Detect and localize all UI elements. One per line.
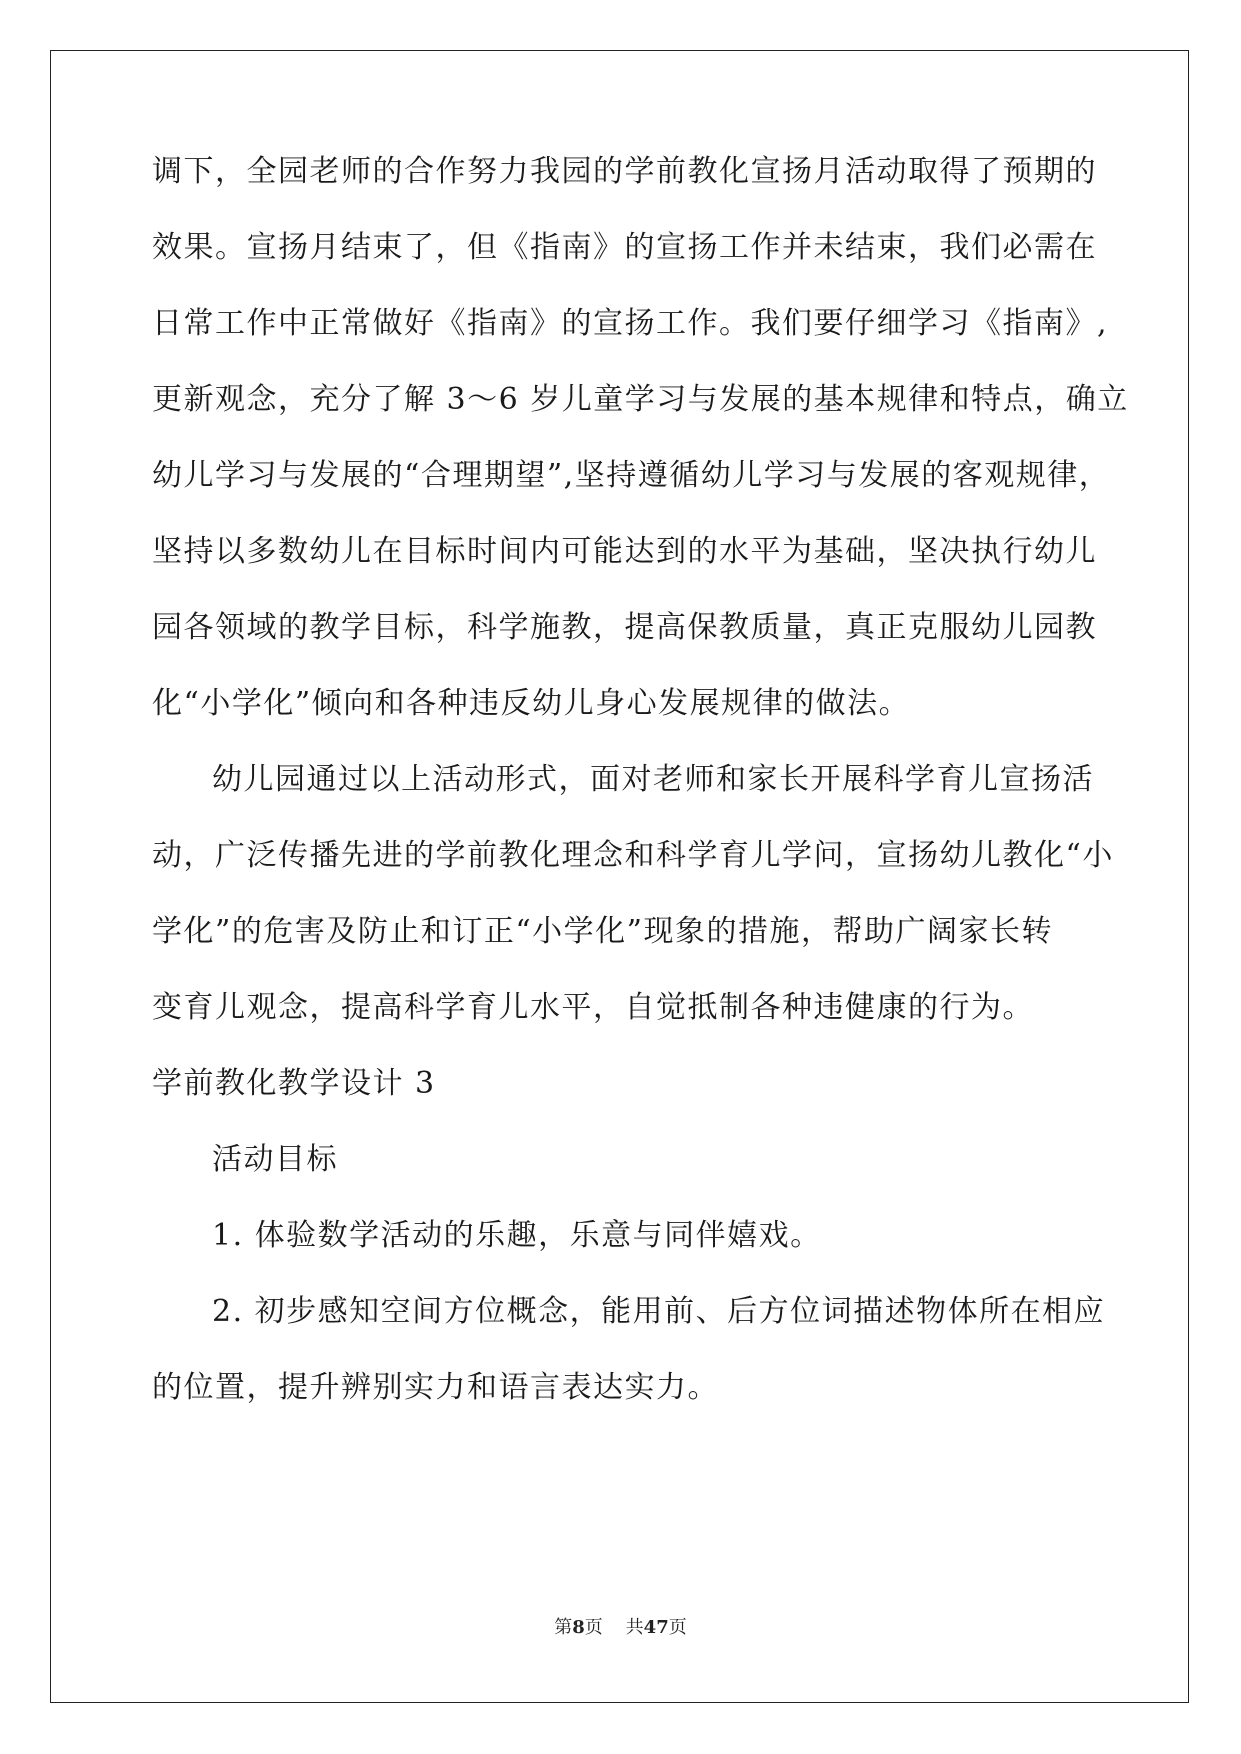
body-line-1: 调下，全园老师的合作努力我园的学前教化宣扬月活动取得了预期的	[152, 154, 1097, 189]
body-line-3: 日常工作中正常做好《指南》的宣扬工作。我们要仔细学习《指南》,	[152, 306, 1109, 341]
total-pages: 47	[643, 1617, 669, 1638]
body-line-10: 动，广泛传播先进的学前教化理念和科学育儿学问，宣扬幼儿教化“小	[152, 838, 1114, 873]
page-border	[50, 50, 1189, 1703]
body-line-5: 幼儿学习与发展的“合理期望”,坚持遵循幼儿学习与发展的客观规律，	[152, 458, 1111, 493]
body-line-4: 更新观念，充分了解 3～6 岁儿童学习与发展的基本规律和特点，确立	[152, 382, 1129, 417]
body-line-2: 效果。宣扬月结束了，但《指南》的宣扬工作并未结束，我们必需在	[152, 230, 1097, 265]
body-line-7: 园各领域的教学目标，科学施教，提高保教质量，真正克服幼儿园教	[152, 610, 1097, 645]
subheading-activity-goals: 活动目标	[212, 1142, 338, 1177]
body-line-12: 变育儿观念，提高科学育儿水平，自觉抵制各种违健康的行为。	[152, 990, 1034, 1025]
page-footer	[0, 1616, 1241, 1640]
body-line-11: 学化”的危害及防止和订正“小学化”现象的措施，帮助广阔家长转	[152, 914, 1054, 949]
body-line-9: 幼儿园通过以上活动形式，面对老师和家长开展科学育儿宣扬活	[212, 762, 1094, 797]
goal-item-2: 2. 初步感知空间方位概念，能用前、后方位词描述物体所在相应	[212, 1294, 1106, 1329]
goal-item-2-continued: 的位置，提升辨别实力和语言表达实力。	[152, 1370, 719, 1405]
page-suffix: 页	[584, 1617, 603, 1638]
page-number: 8	[572, 1617, 585, 1638]
section-heading: 学前教化教学设计 3	[152, 1066, 436, 1101]
goal-item-1: 1. 体验数学活动的乐趣，乐意与同伴嬉戏。	[212, 1218, 822, 1253]
body-line-6: 坚持以多数幼儿在目标时间内可能达到的水平为基础，坚决执行幼儿	[152, 534, 1097, 569]
total-prefix: 共	[625, 1617, 644, 1638]
body-line-8: 化“小学化”倾向和各种违反幼儿身心发展规律的做法。	[152, 686, 911, 721]
page-prefix: 第	[554, 1617, 573, 1638]
total-suffix: 页	[668, 1617, 687, 1638]
